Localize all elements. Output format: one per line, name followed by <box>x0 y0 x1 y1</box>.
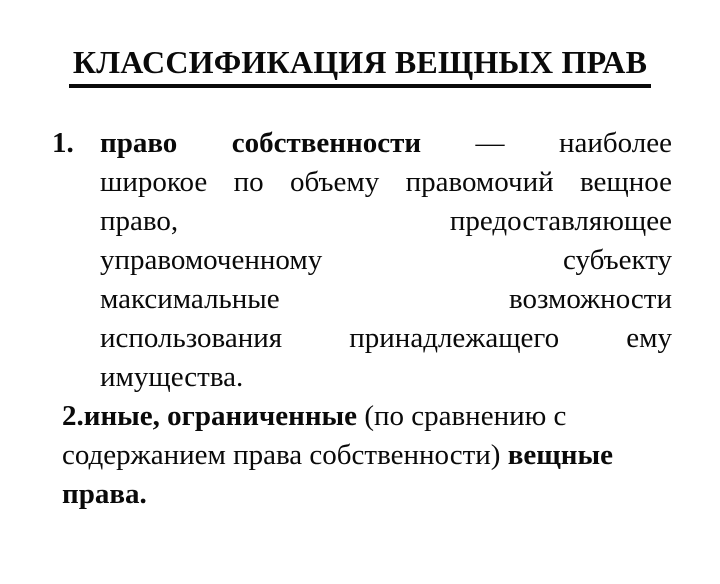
text-run: право собственности <box>100 127 422 159</box>
text-line <box>52 319 672 358</box>
text-run: широкое по объему правомочий вещное <box>100 166 672 198</box>
text-run: вещные <box>507 439 613 471</box>
list-item-number: 2. <box>62 400 84 432</box>
list-item <box>52 397 672 514</box>
page-title <box>0 44 720 88</box>
text-line <box>52 202 672 241</box>
text-line <box>52 475 672 514</box>
list-item-number: 1. <box>52 127 74 159</box>
text-line <box>52 241 672 280</box>
text-line <box>52 280 672 319</box>
text-run: права. <box>62 478 147 510</box>
list-item <box>52 124 672 397</box>
text-run: (по сравнению с <box>357 400 567 432</box>
text-run: использования принадлежащего ему <box>100 322 672 354</box>
text-line <box>52 124 672 163</box>
text-run: право, предоставляющее <box>100 205 672 237</box>
slide-body <box>52 124 672 514</box>
text-line <box>52 163 672 202</box>
text-run: управомоченному субъекту <box>100 244 672 276</box>
text-run: содержанием права собственности) <box>62 439 508 471</box>
text-run: имущества. <box>100 361 244 393</box>
text-line <box>52 436 672 475</box>
text-run: иные, ограниченные <box>83 400 358 432</box>
page-title-text: КЛАССИФИКАЦИЯ ВЕЩНЫХ ПРАВ <box>69 44 651 88</box>
slide <box>0 44 720 584</box>
text-run: максимальные возможности <box>100 283 672 315</box>
text-run: — наиболее <box>421 127 672 159</box>
text-line <box>52 397 672 436</box>
text-line <box>52 358 672 397</box>
